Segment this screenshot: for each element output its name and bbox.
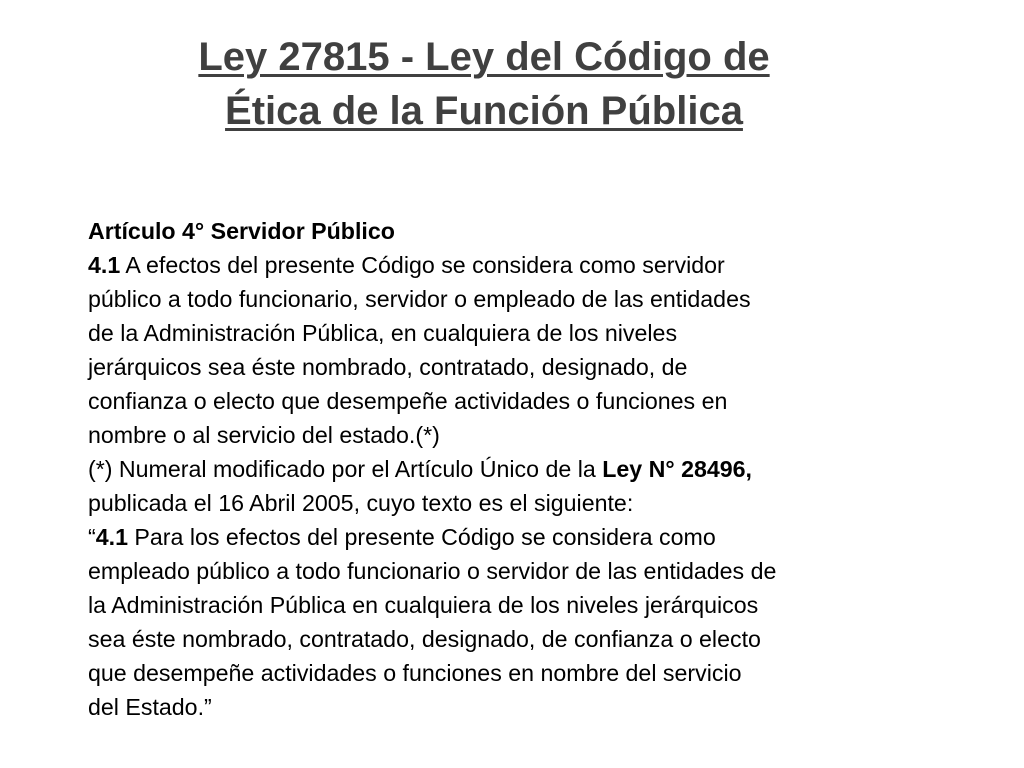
paragraph-1-line-5: confianza o electo que desempeñe actividades o funciones en — [88, 388, 728, 414]
paragraph-1-line-3: de la Administración Pública, en cualquiera de los niveles — [88, 320, 678, 346]
paragraph-1-line-1 — [88, 248, 988, 282]
paragraph-1-line-6: nombre o al servicio del estado.(*) — [88, 422, 440, 448]
open-quote: “ — [88, 524, 96, 550]
title-line-2: Ética de la Función Pública — [225, 89, 743, 133]
paragraph-1-line-2: público a todo funcionario, servidor o empleado de las entidades — [88, 286, 751, 312]
article-heading: Artículo 4° Servidor Público — [88, 218, 395, 244]
paragraph-2-line-4: sea éste nombrado, contratado, designado, de confianza o electo — [88, 626, 761, 652]
paragraph-2-line-6: del Estado.” — [88, 694, 212, 720]
article-body — [88, 214, 988, 724]
note-line-1 — [88, 452, 988, 486]
page-title — [0, 30, 968, 138]
paragraph-2-line-1-text: Para los efectos del presente Código se considera como — [127, 524, 716, 550]
paragraph-1-line-1-text: A efectos del presente Código se considera como servidor — [120, 252, 725, 278]
paragraph-2-line-1 — [88, 520, 988, 554]
paragraph-2-line-2: empleado público a todo funcionario o servidor de las entidades de — [88, 558, 777, 584]
note-line-2: publicada el 16 Abril 2005, cuyo texto es el siguiente: — [88, 490, 634, 516]
law-reference: Ley N° 28496, — [602, 456, 752, 482]
paragraph-2-line-5: que desempeñe actividades o funciones en nombre del servicio — [88, 660, 742, 686]
paragraph-2-number: 4.1 — [95, 524, 128, 550]
title-line-1: Ley 27815 - Ley del Código de — [198, 35, 770, 79]
paragraph-2-line-3: la Administración Pública en cualquiera de los niveles jerárquicos — [88, 592, 759, 618]
paragraph-1-number: 4.1 — [88, 252, 121, 278]
paragraph-1-line-4: jerárquicos sea éste nombrado, contratado, designado, de — [88, 354, 688, 380]
note-line-1-text: (*) Numeral modificado por el Artículo Único de la — [88, 456, 603, 482]
